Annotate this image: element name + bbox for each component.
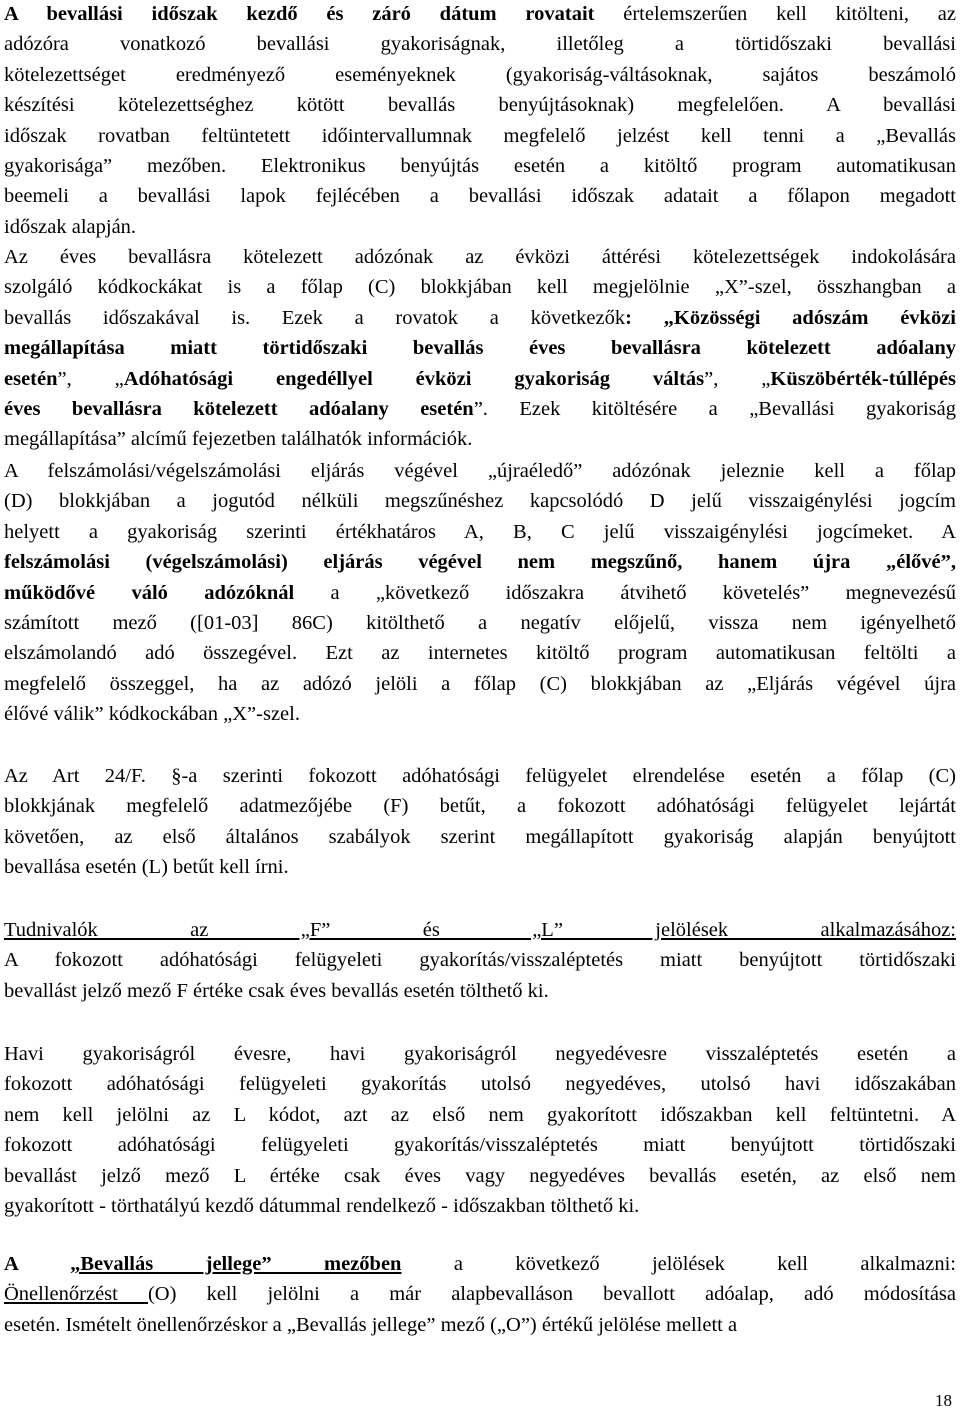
text-run: szolgáló kódkockákat is a főlap (C) blokkjában kell megjelölnie „X”-szel, összhangban a xyxy=(4,276,956,299)
text-run: gyakorisága” mezőben. Elektronikus benyújtás esetén a kitöltő program automatikusan xyxy=(4,154,956,177)
text-line xyxy=(4,29,956,59)
bold-text: Küszöbérték-túllépés xyxy=(770,367,956,390)
text-line xyxy=(4,608,956,638)
text-line xyxy=(4,303,956,333)
text-run: bevallást jelző mező L értéke csak éves vagy negyedéves bevallás esetén, az első nem xyxy=(4,1164,956,1187)
text-line xyxy=(4,517,956,547)
text-line xyxy=(4,424,956,454)
text-run: blokkjának megfelelő adatmezőjébe (F) betűt, a fokozott adóhatósági felügyelet lejártát xyxy=(4,795,956,818)
text-run: időszak rovatban feltüntetett időintervallumnak megfelelő jelzést kell tenni a „Bevallás xyxy=(4,124,956,147)
text-run: fokozott adóhatósági felügyeleti gyakorítás/visszaléptetés miatt benyújtott törtidőszaki xyxy=(4,1134,956,1157)
text-run: elszámolandó adó összegével. Ezt az internetes kitöltő program automatikusan feltölti a xyxy=(4,642,956,665)
text-line xyxy=(4,90,956,120)
text-run: gyakorított - törthatályú kezdő dátummal rendelkező - időszakban tölthető ki. xyxy=(4,1194,640,1217)
paragraph-frequency-stepback xyxy=(4,1039,956,1221)
text-run: nem kell jelölni az L kódot, azt az első nem gyakorított időszakban kell feltüntetni. A xyxy=(4,1103,956,1126)
text-line xyxy=(4,578,956,608)
text-line xyxy=(4,699,956,729)
underlined-text: Tudnivalók az „F” és „L” jelölések alkalmazásához: xyxy=(4,919,956,941)
text-line xyxy=(4,1069,956,1099)
text-run: Az éves bevallásra kötelezett adózónak az évközi áttérési kötelezettségek indokolására xyxy=(4,246,956,268)
text-line xyxy=(4,1161,956,1191)
underlined-text: „Bevallás jellege” mezőben xyxy=(70,1253,402,1275)
paragraph-f-l-notes xyxy=(4,915,956,1006)
text-line xyxy=(4,272,956,302)
bold-text: éves bevallásra kötelezett adóalany esetén xyxy=(4,397,474,420)
text-line xyxy=(4,333,956,363)
text-line xyxy=(4,638,956,668)
text-run: ”. Ezek kitöltésére a „Bevallási gyakoriság xyxy=(473,397,956,420)
text-line xyxy=(4,60,956,90)
text-line xyxy=(4,822,956,852)
text-line xyxy=(4,945,956,975)
underlined-text: Önellenőrzést xyxy=(4,1283,148,1306)
text-run: megfelelő összeggel, ha az adózó jelöli a főlap (C) blokkjában az „Eljárás végével újra xyxy=(4,672,956,695)
text-line xyxy=(4,1249,956,1279)
text-run: értelemszerűen kell kitölteni, az xyxy=(594,3,956,25)
text-line xyxy=(4,1279,956,1309)
text-line xyxy=(4,486,956,516)
bold-text: A bevallási időszak kezdő és záró dátum rovatait xyxy=(4,3,595,25)
bold-text: A xyxy=(4,1253,71,1275)
text-run: ”, „ xyxy=(57,367,124,390)
text-run: helyett a gyakoriság szerinti értékhatáros A, B, C jelű visszaigénylési jogcímeket. A xyxy=(4,520,956,543)
text-run: készítési kötelezettséghez kötött bevallás benyújtásoknak) megfelelően. A bevallási xyxy=(4,94,956,117)
text-run: (O) kell jelölni a már alapbevalláson bevallott adóalap, adó módosítása xyxy=(147,1283,956,1306)
text-run: ”, „ xyxy=(704,367,771,390)
text-line xyxy=(4,852,956,882)
text-run: adózóra vonatkozó bevallási gyakoriságnak, illetőleg a törtidőszaki bevallási xyxy=(4,33,956,56)
text-run: időszak alapján. xyxy=(4,215,137,238)
bold-text: felszámolási (végelszámolási) eljárás végével nem megszűnő, hanem újra „élővé”, xyxy=(4,551,956,574)
text-run: A felszámolási/végelszámolási eljárás végével „újraéledő” adózónak jeleznie kell a főlap xyxy=(4,460,956,482)
text-line xyxy=(4,181,956,211)
text-run: fokozott adóhatósági felügyeleti gyakorítás utolsó negyedéves, utolsó havi időszakában xyxy=(4,1073,956,1096)
text-run: számított mező ([01-03] 86C) kitölthető a negatív előjelű, vissza nem igényelhető xyxy=(4,611,956,634)
bold-text: működővé váló adózóknál xyxy=(4,581,295,604)
text-line xyxy=(4,547,956,577)
text-run: Az Art 24/F. §-a szerinti fokozott adóhatósági felügyelet elrendelése esetén a főlap (C) xyxy=(4,765,956,787)
text-line xyxy=(4,242,956,272)
bold-text: : „Közösségi adószám évközi xyxy=(625,306,956,329)
text-line xyxy=(4,761,956,791)
text-line xyxy=(4,1191,956,1221)
text-run: élővé válik” kódkockában „X”-szel. xyxy=(4,703,300,726)
text-run: kötelezettséget eredményező eseményeknek (gyakoriság-váltásoknak, sajátos beszámoló xyxy=(4,63,956,86)
paragraph-art-24f xyxy=(4,761,956,883)
text-line xyxy=(4,0,956,29)
bold-text: Adóhatósági engedéllyel évközi gyakoriság váltás xyxy=(123,367,705,390)
text-run: A fokozott adóhatósági felügyeleti gyakorítás/visszaléptetés miatt benyújtott törtidőszaki xyxy=(4,949,956,972)
text-line xyxy=(4,212,956,242)
text-run: (D) blokkjában a jogutód nélküli megszűnéshez kapcsolódó D jelű visszaigénylési jogcím xyxy=(4,490,956,513)
text-run: bevallást jelző mező F értéke csak éves bevallás esetén tölthető ki. xyxy=(4,979,549,1002)
text-line xyxy=(4,456,956,486)
paragraph-annual-obligation xyxy=(4,242,956,455)
paragraph-liquidation xyxy=(4,456,956,730)
text-line xyxy=(4,915,956,945)
text-line xyxy=(4,364,956,394)
text-line xyxy=(4,1100,956,1130)
bold-text: esetén xyxy=(4,367,58,390)
text-run: beemeli a bevallási lapok fejlécében a bevallási időszak adatait a főlapon megadott xyxy=(4,185,956,208)
text-line xyxy=(4,394,956,424)
page-number: 18 xyxy=(935,1391,952,1410)
text-line xyxy=(4,1130,956,1160)
text-line xyxy=(4,151,956,181)
text-line xyxy=(4,1039,956,1069)
text-line xyxy=(4,976,956,1006)
text-run: követően, az első általános szabályok szerint megállapított gyakoriság alapján benyújtott xyxy=(4,825,956,848)
text-run: a következő jelölések kell alkalmazni: xyxy=(401,1253,956,1275)
text-run: megállapítása” alcímű fejezetben találhatók információk. xyxy=(4,428,473,451)
text-run: Havi gyakoriságról évesre, havi gyakoriságról negyedévesre visszaléptetés esetén a xyxy=(4,1043,956,1065)
text-run: esetén. Ismételt önellenőrzéskor a „Bevallás jellege” mező („O”) értékű jelölése mellett a xyxy=(4,1313,738,1336)
paragraph-reporting-period xyxy=(4,0,956,242)
text-line xyxy=(4,791,956,821)
text-line xyxy=(4,669,956,699)
text-line xyxy=(4,121,956,151)
paragraph-return-type xyxy=(4,1249,956,1340)
text-run: bevallása esetén (L) betűt kell írni. xyxy=(4,856,289,879)
text-line xyxy=(4,1310,956,1340)
text-run: bevallás időszakával is. Ezek a rovatok a következők xyxy=(4,306,626,329)
text-run: a „következő időszakra átvihető követelés” megnevezésű xyxy=(294,581,956,604)
bold-text: megállapítása miatt törtidőszaki bevallás éves bevallásra kötelezett adóalany xyxy=(4,337,956,360)
